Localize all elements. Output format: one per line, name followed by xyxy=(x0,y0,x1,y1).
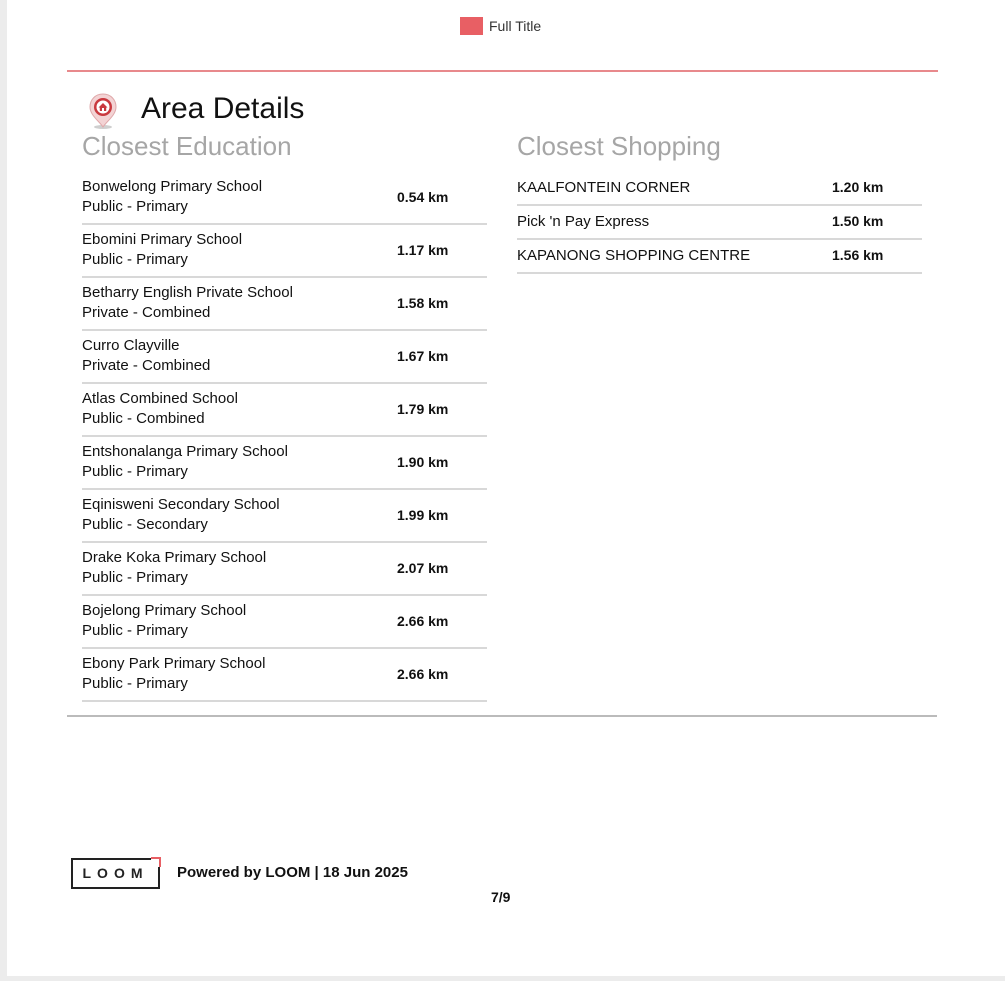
logo-corner-accent xyxy=(151,857,161,867)
school-type: Public - Primary xyxy=(82,463,188,480)
education-item xyxy=(82,543,487,596)
school-name: Betharry English Private School xyxy=(82,284,293,301)
school-name: Eqinisweni Secondary School xyxy=(82,496,280,513)
school-distance: 1.79 km xyxy=(397,401,449,417)
education-list xyxy=(82,172,487,702)
legend xyxy=(460,17,541,35)
education-item xyxy=(82,172,487,225)
school-distance: 2.66 km xyxy=(397,613,449,629)
education-item xyxy=(82,384,487,437)
school-name: Ebony Park Primary School xyxy=(82,655,266,672)
school-distance: 1.90 km xyxy=(397,454,449,470)
school-type: Private - Combined xyxy=(82,357,211,374)
school-name: Drake Koka Primary School xyxy=(82,549,267,566)
school-distance: 0.54 km xyxy=(397,189,449,205)
school-type: Public - Primary xyxy=(82,622,188,639)
education-item xyxy=(82,490,487,543)
education-item xyxy=(82,278,487,331)
school-distance: 2.66 km xyxy=(397,666,449,682)
powered-by-text: Powered by LOOM | 18 Jun 2025 xyxy=(177,864,408,881)
education-item xyxy=(82,331,487,384)
page-number: 7/9 xyxy=(491,889,511,905)
shopping-item xyxy=(517,240,922,274)
school-distance: 1.58 km xyxy=(397,295,449,311)
shop-distance: 1.50 km xyxy=(832,213,884,229)
education-item xyxy=(82,649,487,702)
legend-label: Full Title xyxy=(489,18,542,34)
school-type: Public - Secondary xyxy=(82,516,208,533)
loom-logo xyxy=(71,858,160,889)
location-pin-house-icon xyxy=(88,92,118,130)
shop-distance: 1.20 km xyxy=(832,179,884,195)
school-type: Public - Primary xyxy=(82,569,188,586)
school-name: Entshonalanga Primary School xyxy=(82,443,288,460)
shop-name: Pick 'n Pay Express xyxy=(517,213,650,230)
school-name: Curro Clayville xyxy=(82,337,180,354)
shopping-item xyxy=(517,206,922,240)
school-type: Private - Combined xyxy=(82,304,211,321)
shopping-section-title: Closest Shopping xyxy=(517,131,721,161)
education-section-title: Closest Education xyxy=(82,131,292,161)
school-distance: 1.67 km xyxy=(397,348,449,364)
school-distance: 2.07 km xyxy=(397,560,449,576)
shop-distance: 1.56 km xyxy=(832,247,884,263)
school-distance: 1.17 km xyxy=(397,242,449,258)
page-title: Area Details xyxy=(141,92,305,125)
top-divider xyxy=(67,70,938,72)
school-type: Public - Primary xyxy=(82,198,188,215)
school-name: Bonwelong Primary School xyxy=(82,178,263,195)
school-type: Public - Primary xyxy=(82,675,188,692)
school-type: Public - Combined xyxy=(82,410,205,427)
school-distance: 1.99 km xyxy=(397,507,449,523)
shop-name: KAALFONTEIN CORNER xyxy=(517,179,691,196)
education-item xyxy=(82,437,487,490)
report-page xyxy=(7,0,1005,976)
school-name: Bojelong Primary School xyxy=(82,602,247,619)
shopping-list xyxy=(517,172,922,274)
bottom-divider xyxy=(67,715,937,717)
shop-name: KAPANONG SHOPPING CENTRE xyxy=(517,247,751,264)
legend-swatch xyxy=(460,17,483,35)
education-item xyxy=(82,225,487,278)
logo-text: LOOM xyxy=(82,865,149,881)
school-type: Public - Primary xyxy=(82,251,188,268)
school-name: Atlas Combined School xyxy=(82,390,238,407)
education-item xyxy=(82,596,487,649)
shopping-item xyxy=(517,172,922,206)
school-name: Ebomini Primary School xyxy=(82,231,243,248)
